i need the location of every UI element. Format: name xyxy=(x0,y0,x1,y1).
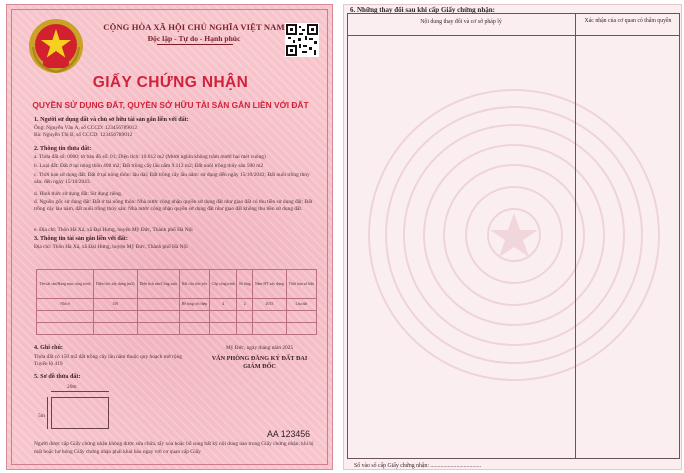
table-row xyxy=(37,310,317,322)
parcel-info-c: c. Thời hạn sử dụng đất: Đất ở tại nông thôn: lâu dài; Đất trồng cây lâu năm: sử dụng đến ngày 15/10/2043; Đất nuôi trồng thủy sản: đến ngày 15/10/2043. xyxy=(34,172,310,186)
table-row xyxy=(37,322,317,334)
changes-table-header-line xyxy=(347,35,680,36)
table-header: Tên tài sản/Hạng mục công trình xyxy=(37,270,94,299)
table-cell: Lâu dài xyxy=(286,298,316,310)
changes-table-divider xyxy=(575,13,576,459)
sketch-height-label: 5m xyxy=(38,413,45,419)
sketch-width-label: 20m xyxy=(67,384,77,390)
header-country: CỘNG HÒA XÃ HỘI CHỦ NGHĨA VIỆT NAM xyxy=(103,22,285,32)
parcel-info-b: b. Loại đất: Đất ở tại nông thôn 400 m2; Đất trồng cây lâu năm 9.112 m2; Đất nuôi trồng thủy sản 500 m2 xyxy=(34,163,264,169)
section1-heading: 1. Người sử dụng đất và chủ sở hữu tài sản gắn liền với đất: xyxy=(34,117,189,123)
table-header: Kết cấu chủ yếu xyxy=(179,270,209,299)
signature-role: GIÁM ĐỐC xyxy=(243,363,276,370)
header-motto: Độc lập - Tự do - Hạnh phúc xyxy=(147,34,241,43)
section4-heading: 4. Ghi chú: xyxy=(34,345,63,351)
motto-underline xyxy=(157,44,233,45)
section3-heading: 3. Thông tin tài sản gắn liền với đất: xyxy=(34,236,128,242)
certificate-front-page xyxy=(6,4,333,470)
certificate-subtitle: QUYỀN SỬ DỤNG ĐẤT, QUYỀN SỞ HỮU TÀI SẢN GẮN LIỀN VỚI ĐẤT xyxy=(32,100,309,110)
parcel-info-e: đ. Nguồn gốc sử dụng đất: Đất ở tại nông thôn: Nhà nước công nhận quyền sử dụng đất như giao đất có thu tiền sử dụng đất; Đất trồng cây lâu năm, đất nuôi trồng thủy sản: Nhà nước công nhận quyền sử dụng đất như giao đất không thu tiền sử dụng đất. xyxy=(34,199,313,213)
sketch-width-dimension xyxy=(51,391,109,392)
section2-heading: 2. Thông tin thửa đất: xyxy=(34,146,92,152)
registry-number-line: Số vào sổ cấp Giấy chứng nhận: ................................... xyxy=(354,463,482,469)
asset-table xyxy=(36,269,317,335)
table-header: Thời hạn sở hữu xyxy=(286,270,316,299)
owner-line-2: Bà: Nguyễn Thị B, số CCCD: 123456789012 xyxy=(34,132,133,138)
table-header: Diện tích sàn/Công suất xyxy=(137,270,179,299)
sketch-height-dimension xyxy=(47,397,48,429)
table-header: Số tầng xyxy=(237,270,253,299)
signature-office: VĂN PHÒNG ĐĂNG KÝ ĐẤT ĐAI xyxy=(211,355,308,362)
changes-title: 6. Những thay đổi sau khi cấp Giấy chứng nhận: xyxy=(350,6,495,14)
table-cell: 2015 xyxy=(253,298,287,310)
owner-line-1: Ông: Nguyễn Văn A, số CCCD: 123456789012 xyxy=(34,125,138,131)
note-text: Thửa đất có 150 m2 đất trồng cây lâu năm thuộc quy hoạch mở rộng Tuyến lộ 419 xyxy=(34,354,182,368)
serial-number: AA 123456 xyxy=(267,429,311,439)
certificate-title: GIẤY CHỨNG NHẬN xyxy=(92,74,249,91)
changes-col-content: Nội dung thay đổi và cơ sở pháp lý xyxy=(420,19,502,25)
table-cell: 150 xyxy=(93,298,137,310)
section5-heading: 5. Sơ đồ thửa đất: xyxy=(34,374,81,380)
table-cell: Nhà ở xyxy=(37,298,94,310)
parcel-info-a: a. Thửa đất số: 0000; tờ bản đồ số: 01; Diện tích: 10.012 m2 (Mười nghìn không trăm mười hai mét vuông) xyxy=(34,154,266,160)
table-cell xyxy=(137,298,179,310)
parcel-info-d: d. Hình thức sử dụng đất: Sử dụng riêng. xyxy=(34,191,123,197)
table-header: Năm HT xây dựng xyxy=(253,270,287,299)
certificate-changes-page xyxy=(343,4,682,470)
table-header: Cấp công trình xyxy=(209,270,236,299)
table-cell: Bê tông cốt thép xyxy=(179,298,209,310)
parcel-sketch xyxy=(51,397,109,429)
changes-col-confirmation: Xác nhận của cơ quan có thẩm quyền xyxy=(584,18,672,24)
table-cell: 2 xyxy=(237,298,253,310)
signature-date: Mỹ Đức, ngày tháng năm 2025 xyxy=(225,345,294,351)
asset-address: Địa chỉ: Thôn Hà Xá, xã Đại Hưng, huyện Mỹ Đức, Thành phố Hà Nội xyxy=(34,244,188,250)
asset-table-header-row xyxy=(37,270,317,299)
table-header: Diện tích xây dựng (m2) xyxy=(93,270,137,299)
table-cell: 4 xyxy=(209,298,236,310)
changes-table xyxy=(347,13,680,459)
parcel-address: e. Địa chỉ: Thôn Hà Xá, xã Đại Hưng, huyện Mỹ Đức, Thành phố Hà Nội xyxy=(34,227,193,233)
table-row xyxy=(37,298,317,310)
footer-warning: Người được cấp Giấy chứng nhận không được sửa chữa, tẩy xóa hoặc bổ sung bất kỳ nội dung nào trong Giấy chứng nhận; khi bị mất hoặc hư hỏng Giấy chứng nhận phải khai báo ngay với cơ quan cấp Giấy xyxy=(34,441,314,455)
